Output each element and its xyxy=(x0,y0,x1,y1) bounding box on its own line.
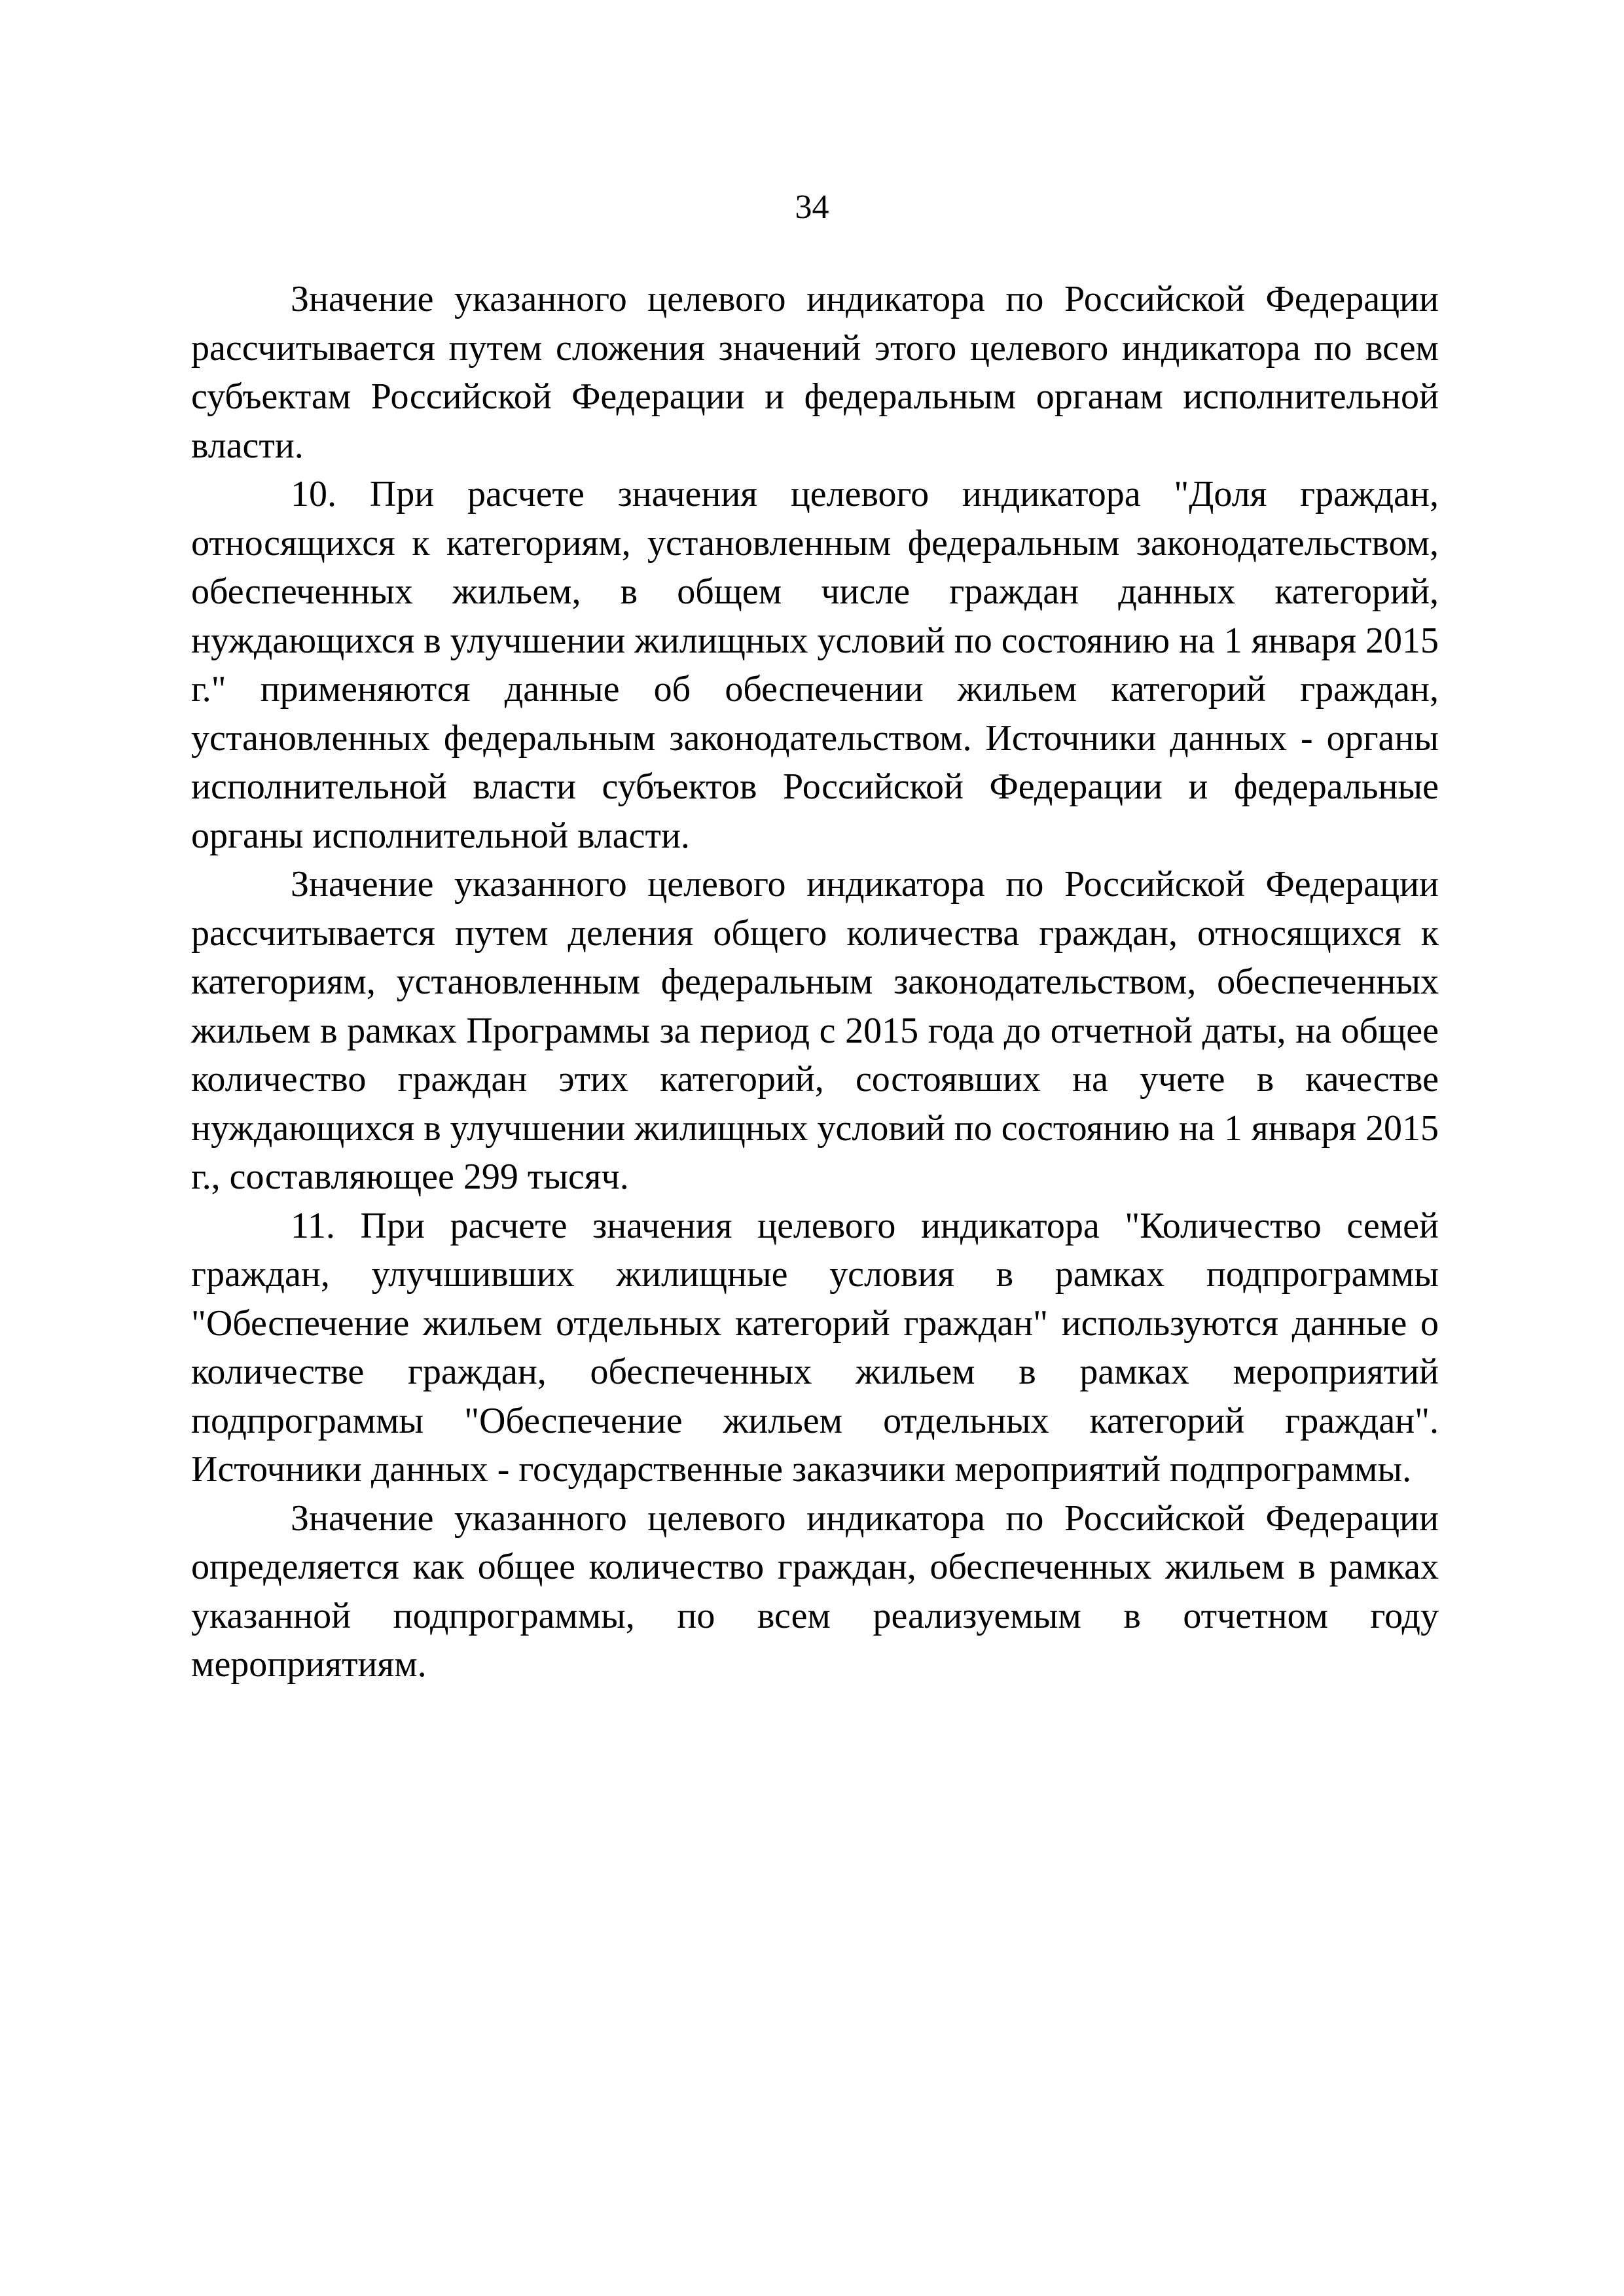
page-number: 34 xyxy=(795,188,829,226)
paragraph-indicator-total: Значение указанного целевого индикатора по Российской Федерации определяется как общее количество граждан, обеспеченных жильем в рамках указанной подпрограммы, по всем реализуемым в отчетном году мероприятиям. xyxy=(191,1498,1439,1685)
document-body xyxy=(191,275,1439,1689)
paragraph-indicator-sum: Значение указанного целевого индикатора по Российской Федерации рассчитывается путем сложения значений этого целевого индикатора по всем субъектам Российской Федерации и федеральным органам исполнительной власти. xyxy=(191,279,1439,466)
paragraph-item-10: 10. При расчете значения целевого индикатора "Доля граждан, относящихся к категориям, установленным федеральным законодательством, обеспеченных жильем, в общем числе граждан данных категорий, нуждающихся в улучшении жилищных условий по состоянию на 1 января 2015 г." применяются данные об обеспечении жильем категорий граждан, установленных федеральным законодательством. Источники данных - органы исполнительной власти субъектов Российской Федерации и федеральные органы исполнительной власти. xyxy=(191,474,1439,856)
paragraph-item-11: 11. При расчете значения целевого индикатора "Количество семей граждан, улучшивших жилищные условия в рамках подпрограммы "Обеспечение жильем отдельных категорий граждан" используются данные о количестве граждан, обеспеченных жильем в рамках мероприятий подпрограммы "Обеспечение жильем отдельных категорий граждан". Источники данных - государственные заказчики мероприятий подпрограммы. xyxy=(191,1205,1439,1490)
paragraph-indicator-division: Значение указанного целевого индикатора по Российской Федерации рассчитывается путем деления общего количества граждан, относящихся к категориям, установленным федеральным законодательством, обеспеченных жильем в рамках Программы за период с 2015 года до отчетной даты, на общее количество граждан этих категорий, состоявших на учете в качестве нуждающихся в улучшении жилищных условий по состоянию на 1 января 2015 г., составляющее 299 тысяч. xyxy=(191,864,1439,1197)
